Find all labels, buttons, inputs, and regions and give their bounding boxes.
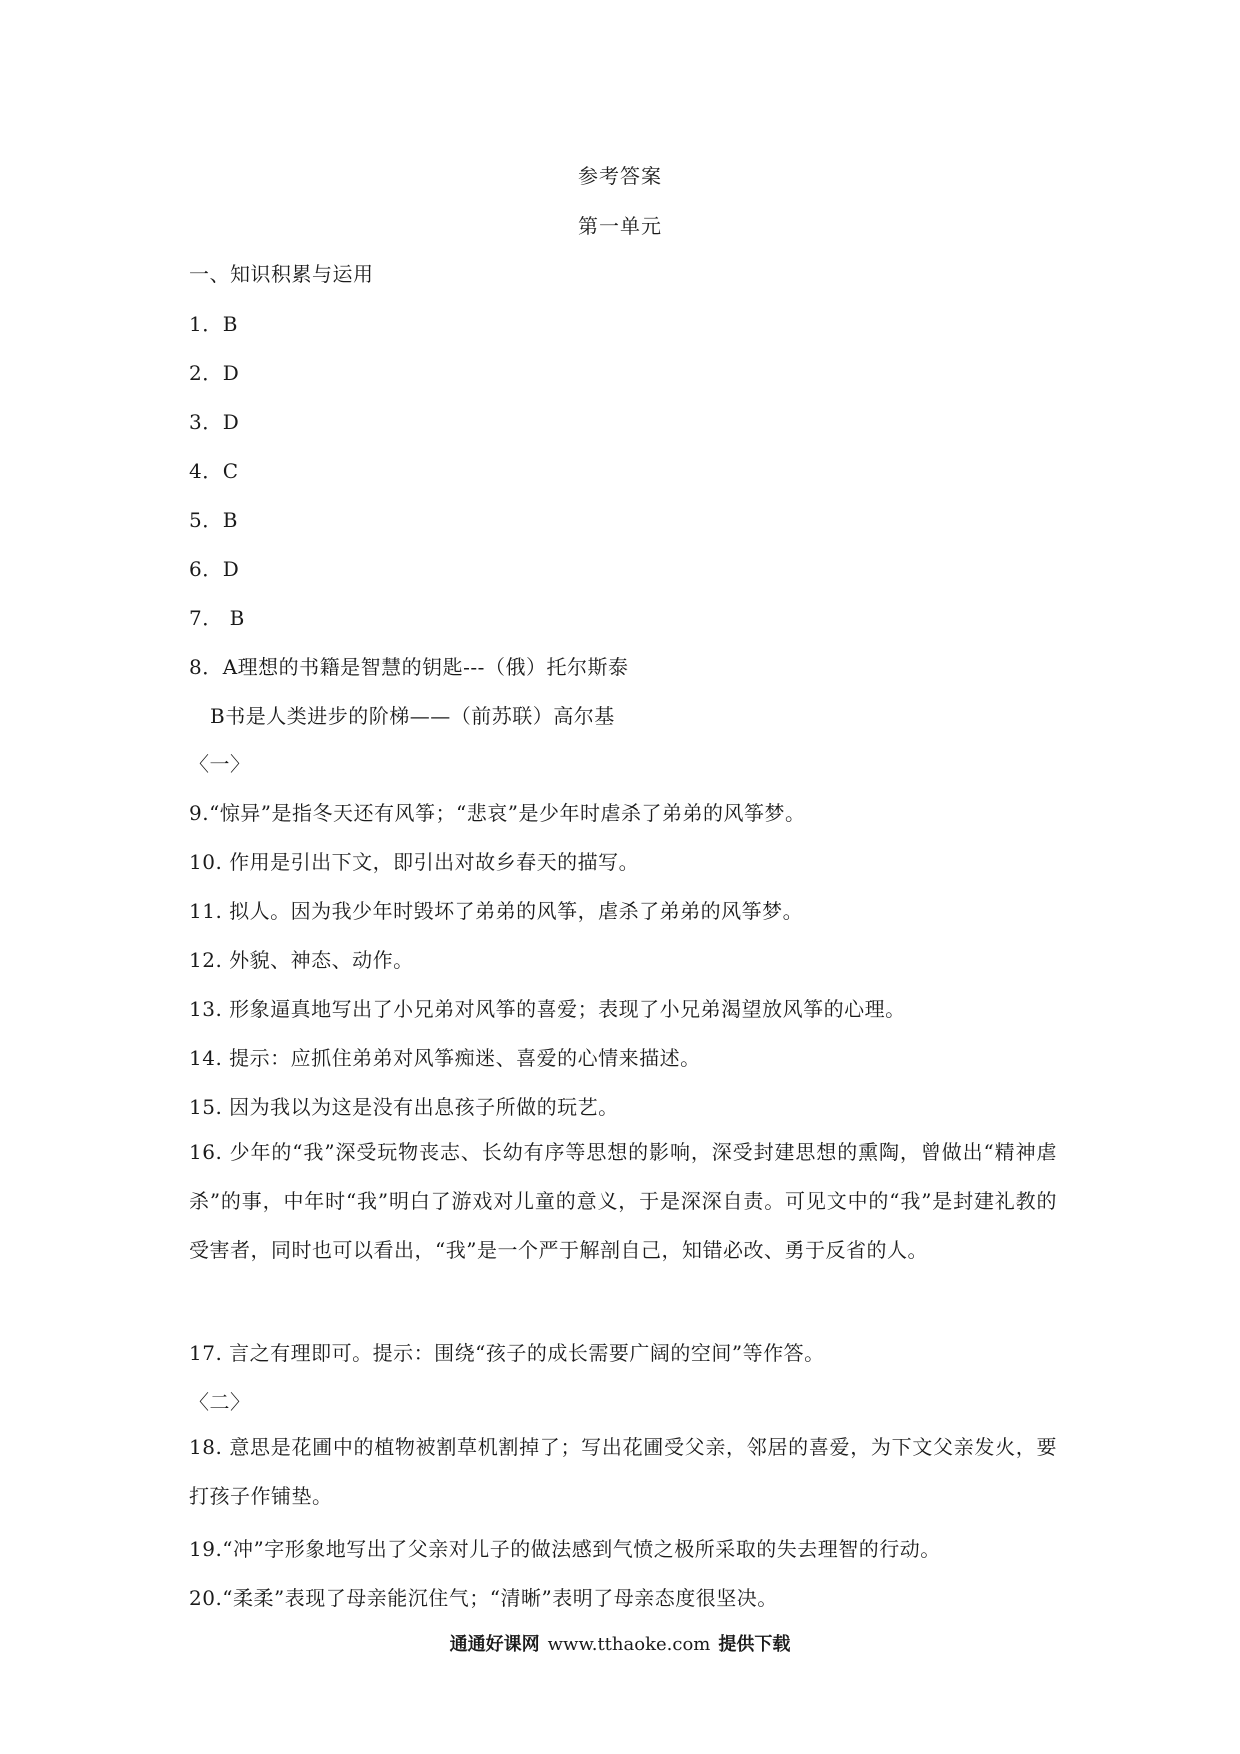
- footer-site-name: 通通好课网: [449, 1634, 540, 1655]
- answer-15: 15. 因为我以为这是没有出息孩子所做的玩艺。: [189, 1095, 619, 1119]
- answer-2: 2．D: [189, 361, 240, 385]
- answer-20: 20.“柔柔”表现了母亲能沉住气；“清晰”表明了母亲态度很坚决。: [189, 1586, 778, 1610]
- answer-17: 17. 言之有理即可。提示：围绕“孩子的成长需要广阔的空间”等作答。: [189, 1341, 825, 1365]
- answer-19: 19.“冲”字形象地写出了父亲对儿子的做法感到气愤之极所采取的失去理智的行动。: [189, 1537, 941, 1561]
- footer-url[interactable]: www.tthaoke.com: [547, 1634, 711, 1655]
- page-title: 参考答案: [578, 164, 662, 188]
- answer-18: 18. 意思是花圃中的植物被割草机割掉了；写出花圃受父亲，邻居的喜爱，为下文父亲发火，要打孩子作铺垫。: [189, 1435, 1057, 1508]
- answer-16: 16. 少年的“我”深受玩物丧志、长幼有序等思想的影响，深受封建思想的熏陶，曾做出“精神虐杀”的事，中年时“我”明白了游戏对儿童的意义，于是深深自责。可见文中的“我”是封建礼教的受害者，同时也可以看出，“我”是一个严于解剖自己，知错必改、勇于反省的人。: [189, 1140, 1057, 1262]
- answer-3: 3．D: [189, 410, 240, 434]
- footer-suffix: 提供下载: [718, 1634, 791, 1655]
- page-footer: [0, 1630, 1240, 1656]
- answer-7: 7． B: [189, 606, 245, 630]
- answer-14: 14. 提示：应抓住弟弟对风筝痴迷、喜爱的心情来描述。: [189, 1046, 701, 1070]
- answer-10: 10. 作用是引出下文，即引出对故乡春天的描写。: [189, 850, 640, 874]
- answer-1: 1．B: [189, 312, 238, 336]
- unit-heading: 第一单元: [578, 214, 662, 238]
- part-2-heading: 〈二〉: [189, 1390, 251, 1414]
- answer-8b: B书是人类进步的阶梯——（前苏联）高尔基: [210, 704, 615, 728]
- answer-4: 4．C: [189, 459, 239, 483]
- answer-13: 13. 形象逼真地写出了小兄弟对风筝的喜爱；表现了小兄弟渴望放风筝的心理。: [189, 997, 906, 1021]
- answer-11: 11. 拟人。因为我少年时毁坏了弟弟的风筝，虐杀了弟弟的风筝梦。: [189, 899, 804, 923]
- answer-8a: 8．A理想的书籍是智慧的钥匙---（俄）托尔斯泰: [189, 655, 629, 679]
- part-1-heading: 〈一〉: [189, 752, 251, 776]
- section-heading: 一、知识积累与运用: [189, 262, 374, 286]
- answer-9: 9.“惊异”是指冬天还有风筝；“悲哀”是少年时虐杀了弟弟的风筝梦。: [189, 801, 806, 825]
- answer-5: 5．B: [189, 508, 238, 532]
- answer-6: 6．D: [189, 557, 240, 581]
- answer-12: 12. 外貌、神态、动作。: [189, 948, 414, 972]
